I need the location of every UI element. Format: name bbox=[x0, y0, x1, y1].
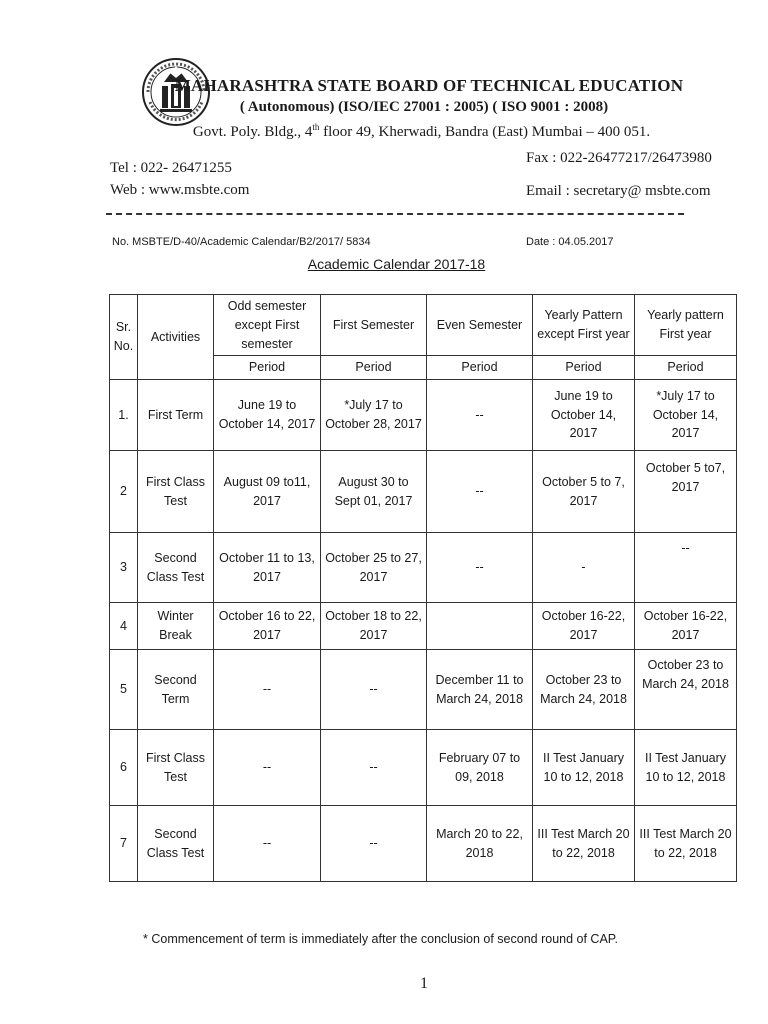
cell-sr: 5 bbox=[110, 650, 138, 730]
cell-period: February 07 to 09, 2018 bbox=[427, 730, 533, 806]
org-name: MAHARASHTRA STATE BOARD OF TECHNICAL EDUCATION bbox=[174, 76, 684, 95]
cell-period: III Test March 20 to 22, 2018 bbox=[533, 806, 635, 882]
header-first-semester: First Semester bbox=[321, 295, 427, 356]
cell-activity: Winter Break bbox=[138, 603, 214, 650]
cell-period: III Test March 20 to 22, 2018 bbox=[635, 806, 737, 882]
org-address: Govt. Poly. Bldg., 4th floor 49, Kherwadi, Bandra (East) Mumbai – 400 051. bbox=[192, 122, 651, 140]
cell-period: October 16-22, 2017 bbox=[635, 603, 737, 650]
document-date: Date : 04.05.2017 bbox=[526, 236, 614, 248]
table-row bbox=[110, 603, 737, 650]
cell-activity: Second Class Test bbox=[138, 533, 214, 603]
cell-period: II Test January 10 to 12, 2018 bbox=[533, 730, 635, 806]
cell-period: -- bbox=[321, 650, 427, 730]
cell-period: June 19 to October 14, 2017 bbox=[214, 380, 321, 451]
cell-period: -- bbox=[427, 380, 533, 451]
cell-period: -- bbox=[214, 730, 321, 806]
cell-period: -- bbox=[427, 533, 533, 603]
footnote: * Commencement of term is immediately after the conclusion of second round of CAP. bbox=[143, 932, 618, 946]
cell-period: *July 17 to October 14, 2017 bbox=[635, 380, 737, 451]
cell-sr: 3 bbox=[110, 533, 138, 603]
cell-sr: 6 bbox=[110, 730, 138, 806]
header-period: Period bbox=[214, 356, 321, 380]
cell-period: -- bbox=[214, 650, 321, 730]
cell-period: October 16-22, 2017 bbox=[533, 603, 635, 650]
cell-period: August 30 to Sept 01, 2017 bbox=[321, 451, 427, 533]
document-title: Academic Calendar 2017-18 bbox=[307, 256, 486, 272]
website: Web : www.msbte.com bbox=[110, 182, 250, 198]
email: Email : secretary@ msbte.com bbox=[526, 183, 711, 199]
cell-period: -- bbox=[321, 730, 427, 806]
cell-sr: 4 bbox=[110, 603, 138, 650]
table-row bbox=[110, 650, 737, 730]
org-status: ( Autonomous) (ISO/IEC 27001 : 2005) ( ISO 9001 : 2008) bbox=[239, 99, 609, 115]
header-yearly-first: Yearly pattern First year bbox=[635, 295, 737, 356]
table-row bbox=[110, 533, 737, 603]
header-activities: Activities bbox=[138, 295, 214, 380]
table-row bbox=[110, 451, 737, 533]
cell-period: -- bbox=[635, 533, 737, 603]
cell-period: October 5 to7, 2017 bbox=[635, 451, 737, 533]
telephone: Tel : 022- 26471255 bbox=[110, 160, 232, 176]
header-odd-semester: Odd semester except First semester bbox=[214, 295, 321, 356]
cell-period: *July 17 to October 28, 2017 bbox=[321, 380, 427, 451]
header-period: Period bbox=[427, 356, 533, 380]
cell-period: -- bbox=[321, 806, 427, 882]
cell-activity: First Term bbox=[138, 380, 214, 451]
academic-calendar-table bbox=[109, 294, 737, 882]
header-period: Period bbox=[533, 356, 635, 380]
cell-period: December 11 to March 24, 2018 bbox=[427, 650, 533, 730]
page-number: 1 bbox=[420, 975, 428, 992]
table-row bbox=[110, 730, 737, 806]
header-period: Period bbox=[635, 356, 737, 380]
cell-period: October 23 to March 24, 2018 bbox=[533, 650, 635, 730]
cell-period: June 19 to October 14, 2017 bbox=[533, 380, 635, 451]
header-period: Period bbox=[321, 356, 427, 380]
header-sr-no: Sr. No. bbox=[110, 295, 138, 380]
cell-activity: Second Term bbox=[138, 650, 214, 730]
cell-activity: First Class Test bbox=[138, 451, 214, 533]
header-even-semester: Even Semester bbox=[427, 295, 533, 356]
header-divider bbox=[106, 213, 684, 215]
cell-period: II Test January 10 to 12, 2018 bbox=[635, 730, 737, 806]
cell-period: October 11 to 13, 2017 bbox=[214, 533, 321, 603]
cell-activity: First Class Test bbox=[138, 730, 214, 806]
fax: Fax : 022-26477217/26473980 bbox=[526, 150, 712, 166]
cell-period: October 25 to 27, 2017 bbox=[321, 533, 427, 603]
cell-period: - bbox=[533, 533, 635, 603]
cell-activity: Second Class Test bbox=[138, 806, 214, 882]
reference-number: No. MSBTE/D-40/Academic Calendar/B2/2017/ 5834 bbox=[112, 236, 371, 248]
cell-period: October 23 to March 24, 2018 bbox=[635, 650, 737, 730]
cell-sr: 7 bbox=[110, 806, 138, 882]
cell-period bbox=[427, 603, 533, 650]
cell-period: October 18 to 22, 2017 bbox=[321, 603, 427, 650]
cell-sr: 1. bbox=[110, 380, 138, 451]
cell-period: -- bbox=[427, 451, 533, 533]
table-row bbox=[110, 380, 737, 451]
cell-period: March 20 to 22, 2018 bbox=[427, 806, 533, 882]
cell-period: August 09 to11, 2017 bbox=[214, 451, 321, 533]
cell-period: October 5 to 7, 2017 bbox=[533, 451, 635, 533]
header-yearly-except-first: Yearly Pattern except First year bbox=[533, 295, 635, 356]
cell-period: -- bbox=[214, 806, 321, 882]
cell-sr: 2 bbox=[110, 451, 138, 533]
cell-period: October 16 to 22, 2017 bbox=[214, 603, 321, 650]
table-row bbox=[110, 806, 737, 882]
